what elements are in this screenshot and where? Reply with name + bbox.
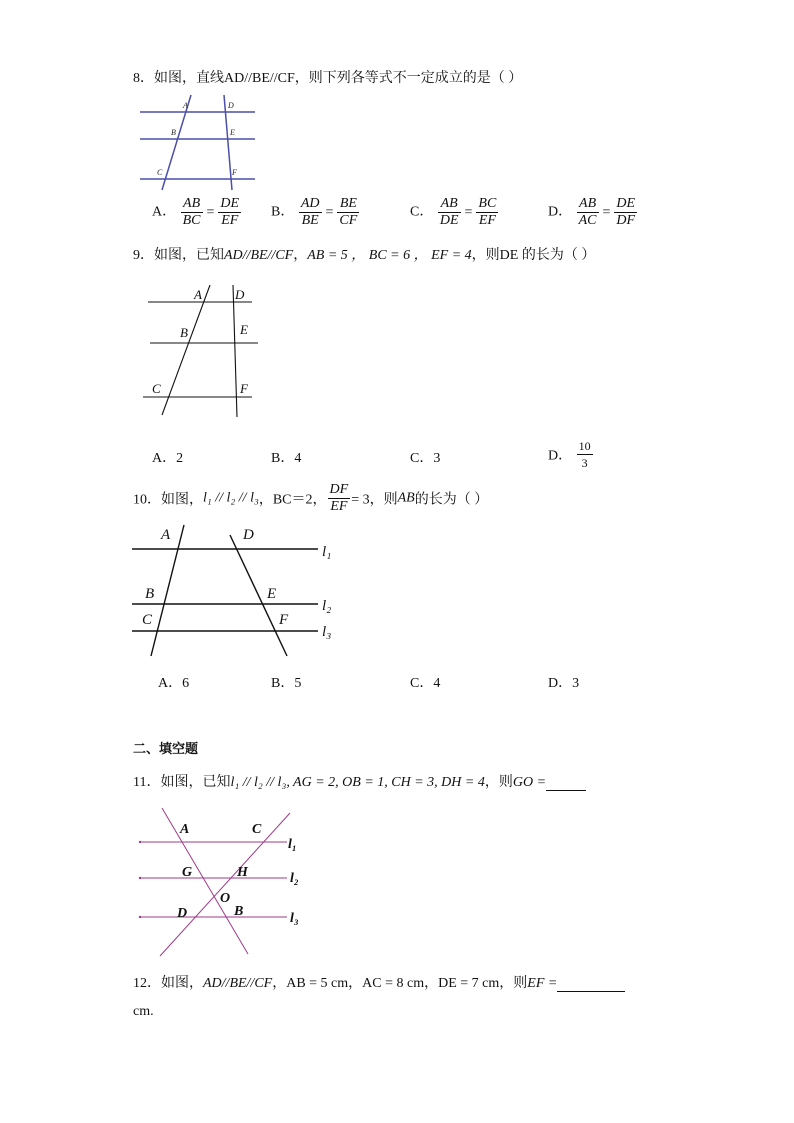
q8-label-e: E — [230, 128, 235, 137]
q10-label-l2: l₂ — [322, 598, 332, 614]
q11-label-g: G — [182, 865, 193, 880]
q12-unit: cm. — [133, 1004, 154, 1019]
q9-label-a: A — [194, 287, 202, 302]
q8-option-c[interactable]: C． $\frac{AB}{DE}$ = $\frac{BC}{EF}$ — [410, 196, 497, 228]
q8-option-b[interactable]: B． $\frac{AD}{BE}$ = $\frac{BE}{CF}$ — [271, 196, 358, 228]
fraction: $\frac{DE}{EF}$ — [220, 196, 240, 228]
fraction: $\frac{DF}{EF}$ — [329, 482, 349, 514]
q8-label-d: D — [228, 101, 234, 110]
q11-label-o: O — [220, 891, 231, 906]
q8-option-a[interactable]: A． $\frac{AB}{BC}$ = $\frac{DE}{EF}$ — [152, 196, 240, 228]
q9-option-c[interactable]: C．3 — [410, 451, 441, 466]
fraction: $\frac{BC}{EF}$ — [478, 196, 497, 228]
option-letter: D． — [548, 204, 573, 220]
section-heading: 二、填空题 — [133, 741, 199, 756]
q8-label-a: A — [183, 101, 188, 110]
q10-label-e: E — [267, 586, 277, 602]
q10-option-c[interactable]: C．4 — [410, 676, 441, 691]
fraction: $\frac{DE}{DF}$ — [616, 196, 636, 228]
q11-answer-blank[interactable] — [546, 776, 586, 791]
q9-label-c: C — [152, 381, 161, 396]
q8-label-c: C — [157, 168, 163, 177]
q9-figure — [140, 285, 265, 420]
q10-label-l3: l₃ — [322, 624, 332, 640]
q10-label-a: A — [161, 527, 171, 543]
fraction: $\frac{AB}{DE}$ — [439, 196, 459, 228]
q10-label-c: C — [142, 612, 153, 628]
q11-label-d: D — [177, 906, 188, 921]
q12-answer-blank[interactable] — [557, 977, 625, 992]
q9-stem: 9．如图，已知AD//BE//CF，AB = 5 ， BC = 6 ， EF = 4，则DE 的长为（ ） — [133, 248, 596, 263]
q9-option-d[interactable]: D． $\frac{10}{3}$ — [548, 439, 591, 470]
q8-stem: 8．如图，直线AD//BE//CF，则下列各等式不一定成立的是（ ） — [133, 71, 523, 86]
option-letter: B． — [271, 204, 295, 220]
q10-label-b: B — [145, 586, 155, 602]
q9-label-e: E — [240, 322, 248, 337]
fraction: $\frac{AD}{BE}$ — [300, 196, 320, 228]
q11-label-l1: l₁ — [288, 837, 297, 852]
q11-label-c: C — [252, 822, 262, 837]
q10-option-a[interactable]: A．6 — [158, 676, 190, 691]
q9-option-a[interactable]: A．2 — [152, 451, 184, 466]
q11-label-a: A — [180, 822, 190, 837]
q10-figure — [132, 522, 337, 662]
q9-option-b[interactable]: B．4 — [271, 451, 302, 466]
q8-label-f: F — [232, 168, 237, 177]
q11-stem: 11．如图，已知l₁ // l₂ // l₃, AG = 2, OB = 1, CH = 3, DH = 4，则GO = — [133, 771, 586, 791]
q10-label-d: D — [243, 527, 254, 543]
q11-label-l3: l₃ — [290, 911, 299, 926]
q12-stem: 12．如图，AD//BE//CF，AB = 5 cm，AC = 8 cm，DE = 7 cm，则EF = — [133, 972, 625, 992]
q9-label-b: B — [180, 325, 188, 340]
q8-option-d[interactable]: D． $\frac{AB}{AC}$ = $\frac{DE}{DF}$ — [548, 196, 636, 228]
q9-label-d: D — [235, 287, 245, 302]
q11-label-b: B — [234, 904, 244, 919]
q10-label-l1: l₁ — [322, 544, 332, 560]
fraction: $\frac{10}{3}$ — [578, 439, 591, 470]
q11-figure — [140, 808, 310, 960]
q11-label-h: H — [237, 865, 248, 880]
q9-label-f: F — [240, 381, 248, 396]
option-letter: A． — [152, 204, 177, 220]
q10-option-b[interactable]: B．5 — [271, 676, 302, 691]
q8-figure — [140, 95, 260, 195]
q11-label-l2: l₂ — [290, 871, 299, 886]
q10-stem: 10．如图，l₁ // l₂ // l₃，BC＝2， $\frac{DF}{EF}$ = 3，则AB的长为（ ） — [133, 482, 489, 514]
fraction: $\frac{AB}{BC}$ — [182, 196, 201, 228]
option-letter: C． — [410, 204, 434, 220]
q8-label-b: B — [171, 128, 176, 137]
fraction: $\frac{BE}{CF}$ — [339, 196, 358, 228]
fraction: $\frac{AB}{AC}$ — [578, 196, 597, 228]
q10-label-f: F — [279, 612, 289, 628]
q10-option-d[interactable]: D．3 — [548, 676, 580, 691]
